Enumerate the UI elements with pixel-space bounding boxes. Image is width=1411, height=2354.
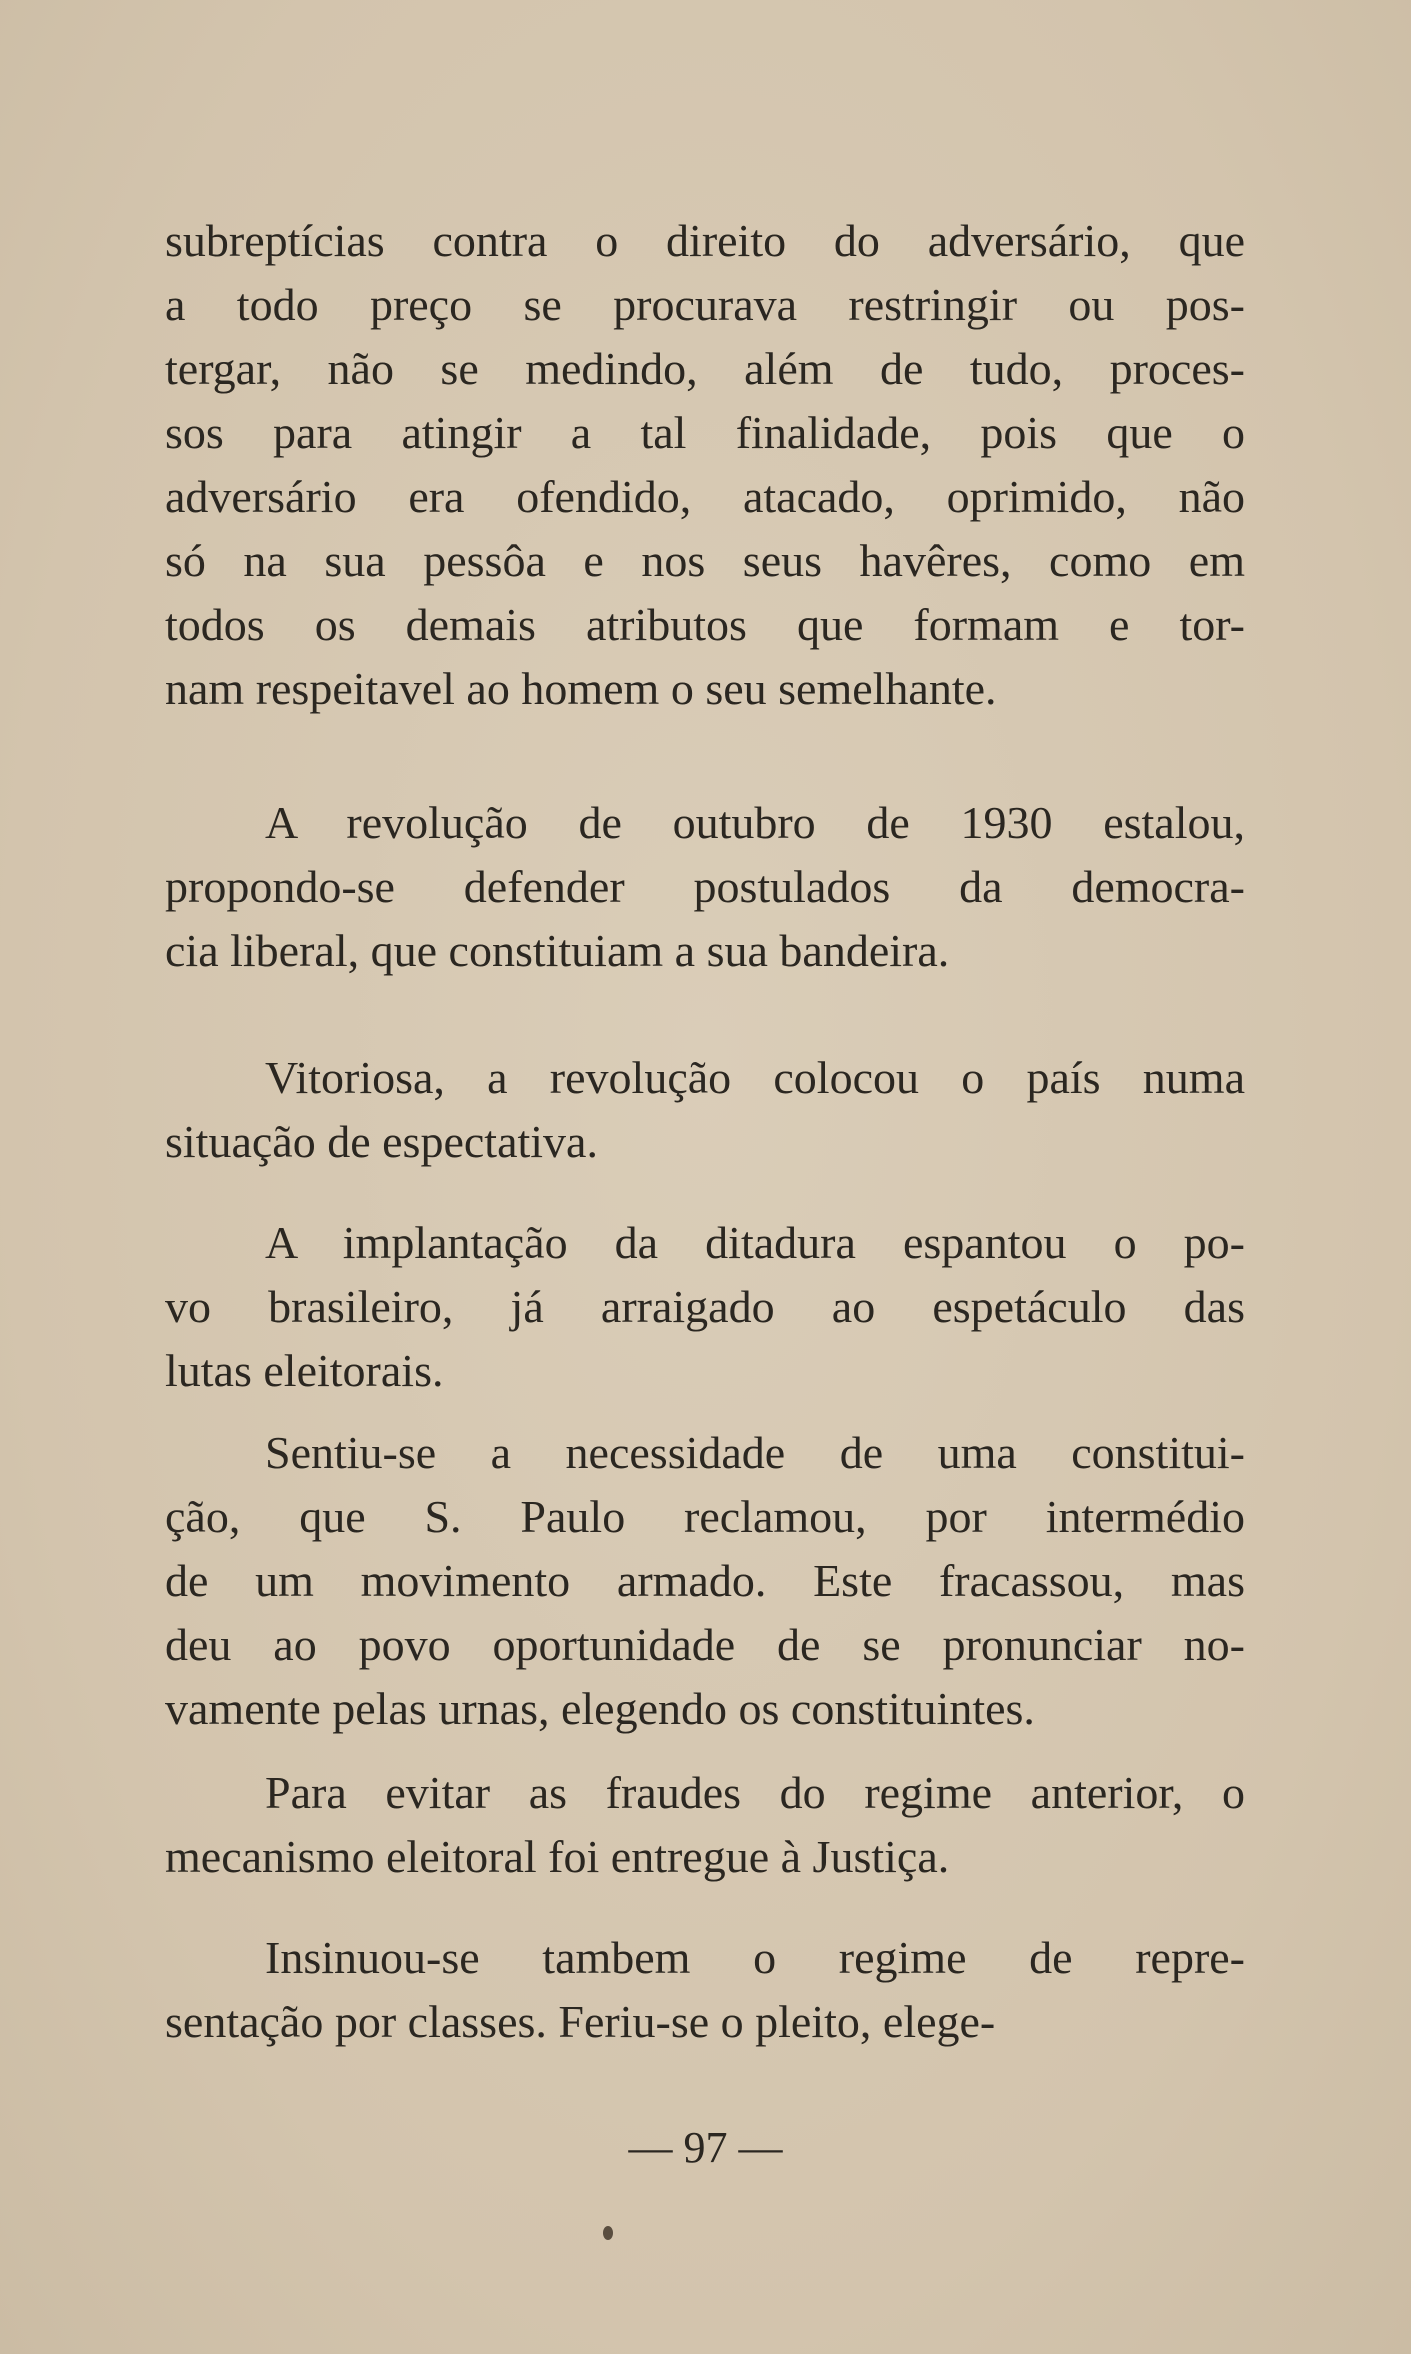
paragraph — [165, 1211, 1245, 1403]
text-line: subreptícias contra o direito do adversário, que — [165, 215, 1245, 266]
text-line: Sentiu-se a necessidade de uma constitui- — [265, 1427, 1245, 1478]
text-line: nam respeitavel ao homem o seu semelhante. — [165, 663, 997, 714]
text-line: ção, que S. Paulo reclamou, por intermédio — [165, 1491, 1245, 1542]
text-line: de um movimento armado. Este fracassou, mas — [165, 1555, 1245, 1606]
text-line: A implantação da ditadura espantou o po- — [265, 1217, 1245, 1268]
ink-speck — [603, 2226, 613, 2240]
paragraph — [165, 1046, 1245, 1174]
paragraph — [165, 1421, 1245, 1741]
text-line: vo brasileiro, já arraigado ao espetáculo das — [165, 1281, 1245, 1332]
text-line: Para evitar as fraudes do regime anterior, o — [265, 1767, 1245, 1818]
text-line: propondo-se defender postulados da democra- — [165, 861, 1245, 912]
text-line: Insinuou-se tambem o regime de repre- — [265, 1932, 1245, 1983]
text-line: mecanismo eleitoral foi entregue à Justiça. — [165, 1831, 950, 1882]
paragraph — [165, 791, 1245, 983]
text-line: a todo preço se procurava restringir ou pos- — [165, 279, 1245, 330]
text-line: lutas eleitorais. — [165, 1345, 444, 1396]
text-line: só na sua pessôa e nos seus havêres, como em — [165, 535, 1245, 586]
paragraph — [165, 209, 1245, 721]
text-line: deu ao povo oportunidade de se pronunciar no- — [165, 1619, 1245, 1670]
paragraph — [165, 1926, 1245, 2054]
text-line: A revolução de outubro de 1930 estalou, — [265, 797, 1245, 848]
text-line: tergar, não se medindo, além de tudo, proces- — [165, 343, 1245, 394]
text-line: todos os demais atributos que formam e tor- — [165, 599, 1245, 650]
text-line: Vitoriosa, a revolução colocou o país numa — [265, 1052, 1245, 1103]
text-line: cia liberal, que constituiam a sua bandeira. — [165, 925, 950, 976]
paragraph — [165, 1761, 1245, 1889]
page-number: — 97 — — [628, 2123, 783, 2172]
text-line: sos para atingir a tal finalidade, pois que o — [165, 407, 1245, 458]
text-line: situação de espectativa. — [165, 1116, 598, 1167]
text-line: sentação por classes. Feriu-se o pleito, elege- — [165, 1996, 996, 2047]
text-line: adversário era ofendido, atacado, oprimido, não — [165, 471, 1245, 522]
text-line: vamente pelas urnas, elegendo os constituintes. — [165, 1683, 1035, 1734]
